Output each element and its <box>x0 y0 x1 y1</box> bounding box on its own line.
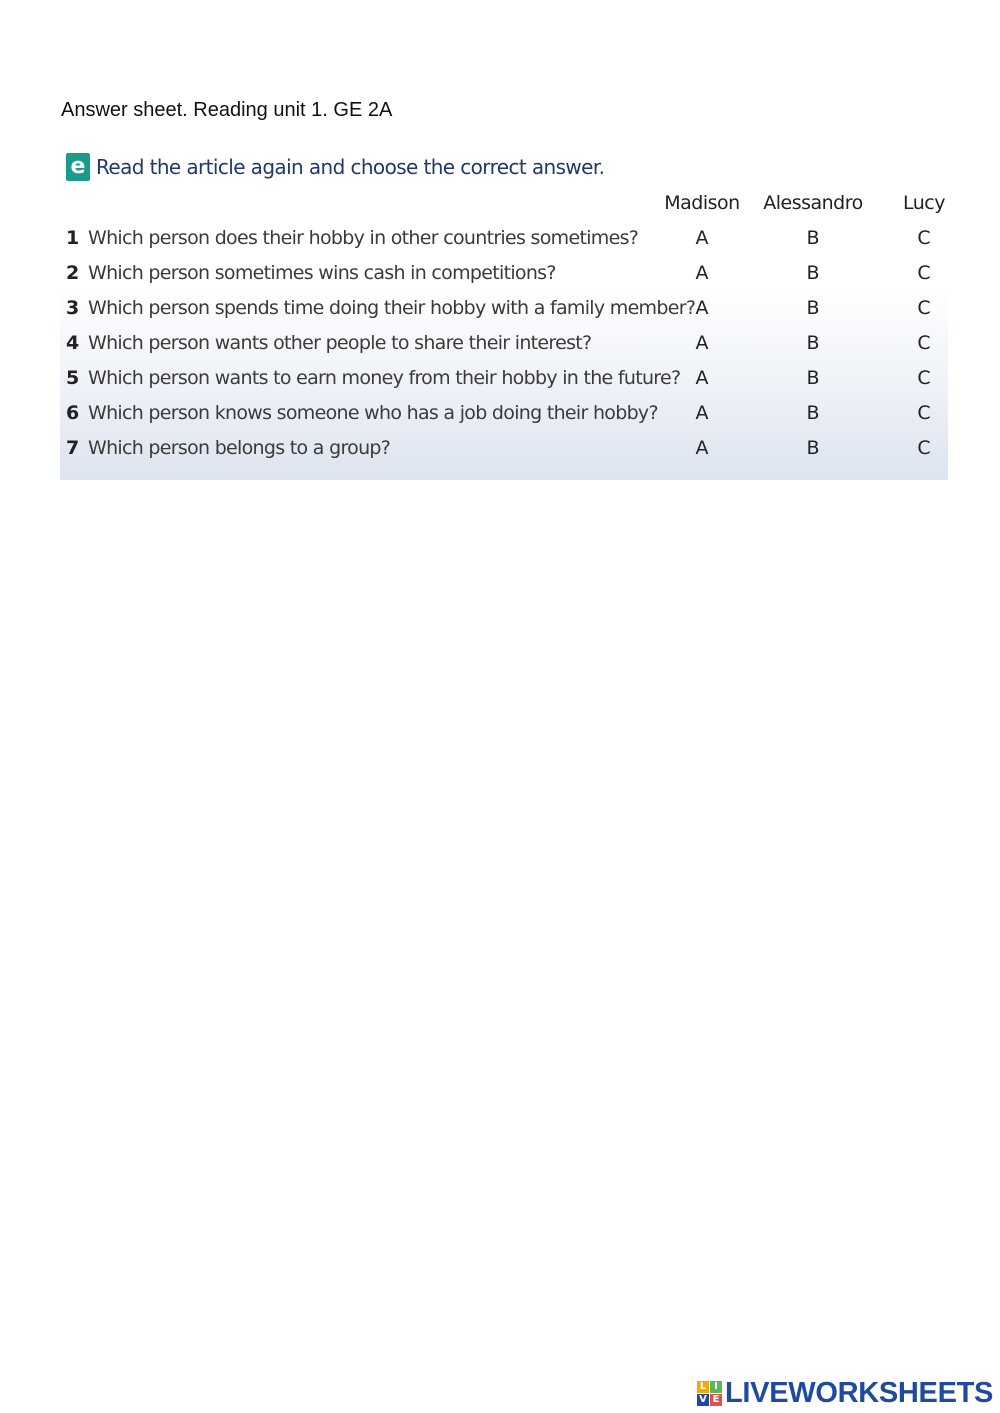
exercise-letter-badge: e <box>66 153 90 181</box>
option-b[interactable]: B <box>806 227 820 249</box>
liveworksheets-icon <box>697 1381 722 1406</box>
instruction-text: Read the article again and choose the correct answer. <box>96 155 605 179</box>
question-number: 3 <box>66 297 80 319</box>
option-a[interactable]: A <box>695 262 709 284</box>
option-b[interactable]: B <box>806 332 820 354</box>
liveworksheets-wordmark: LIVEWORKSHEETS <box>725 1376 994 1409</box>
question-row <box>66 402 946 432</box>
question-number: 2 <box>66 262 80 284</box>
question-text: Which person spends time doing their hobby with a family member? <box>88 297 696 319</box>
question-row <box>66 297 946 327</box>
option-b[interactable]: B <box>806 437 820 459</box>
option-a[interactable]: A <box>695 367 709 389</box>
question-row <box>66 227 946 257</box>
option-b[interactable]: B <box>806 402 820 424</box>
option-c[interactable]: C <box>917 227 931 249</box>
option-b[interactable]: B <box>806 262 820 284</box>
question-text: Which person does their hobby in other countries sometimes? <box>88 227 639 249</box>
question-text: Which person belongs to a group? <box>88 437 391 459</box>
question-row <box>66 367 946 397</box>
question-number: 5 <box>66 367 80 389</box>
option-c[interactable]: C <box>917 297 931 319</box>
option-a[interactable]: A <box>695 332 709 354</box>
question-text: Which person sometimes wins cash in competitions? <box>88 262 556 284</box>
option-b[interactable]: B <box>806 297 820 319</box>
exercise-box <box>60 146 948 480</box>
question-number: 1 <box>66 227 80 249</box>
option-a[interactable]: A <box>695 227 709 249</box>
question-row <box>66 437 946 467</box>
logo-letter-v: V <box>697 1394 709 1406</box>
column-header-alessandro: Alessandro <box>763 192 863 214</box>
liveworksheets-logo[interactable] <box>697 1376 993 1410</box>
sheet-title: Answer sheet. Reading unit 1. GE 2A <box>61 99 393 121</box>
option-c[interactable]: C <box>917 262 931 284</box>
question-number: 7 <box>66 437 80 459</box>
logo-letter-i: I <box>710 1381 722 1393</box>
question-text: Which person knows someone who has a job doing their hobby? <box>88 402 658 424</box>
option-c[interactable]: C <box>917 332 931 354</box>
option-b[interactable]: B <box>806 367 820 389</box>
question-text: Which person wants other people to share their interest? <box>88 332 592 354</box>
option-a[interactable]: A <box>695 402 709 424</box>
question-number: 6 <box>66 402 80 424</box>
option-c[interactable]: C <box>917 437 931 459</box>
option-a[interactable]: A <box>695 437 709 459</box>
logo-letter-l: L <box>697 1381 709 1393</box>
question-number: 4 <box>66 332 80 354</box>
option-c[interactable]: C <box>917 367 931 389</box>
question-row <box>66 262 946 292</box>
column-header-lucy: Lucy <box>903 192 945 214</box>
option-a[interactable]: A <box>695 297 709 319</box>
question-text: Which person wants to earn money from their hobby in the future? <box>88 367 681 389</box>
logo-letter-e: E <box>710 1394 722 1406</box>
question-row <box>66 332 946 362</box>
column-header-madison: Madison <box>664 192 740 214</box>
exercise-instruction <box>66 152 604 182</box>
option-c[interactable]: C <box>917 402 931 424</box>
